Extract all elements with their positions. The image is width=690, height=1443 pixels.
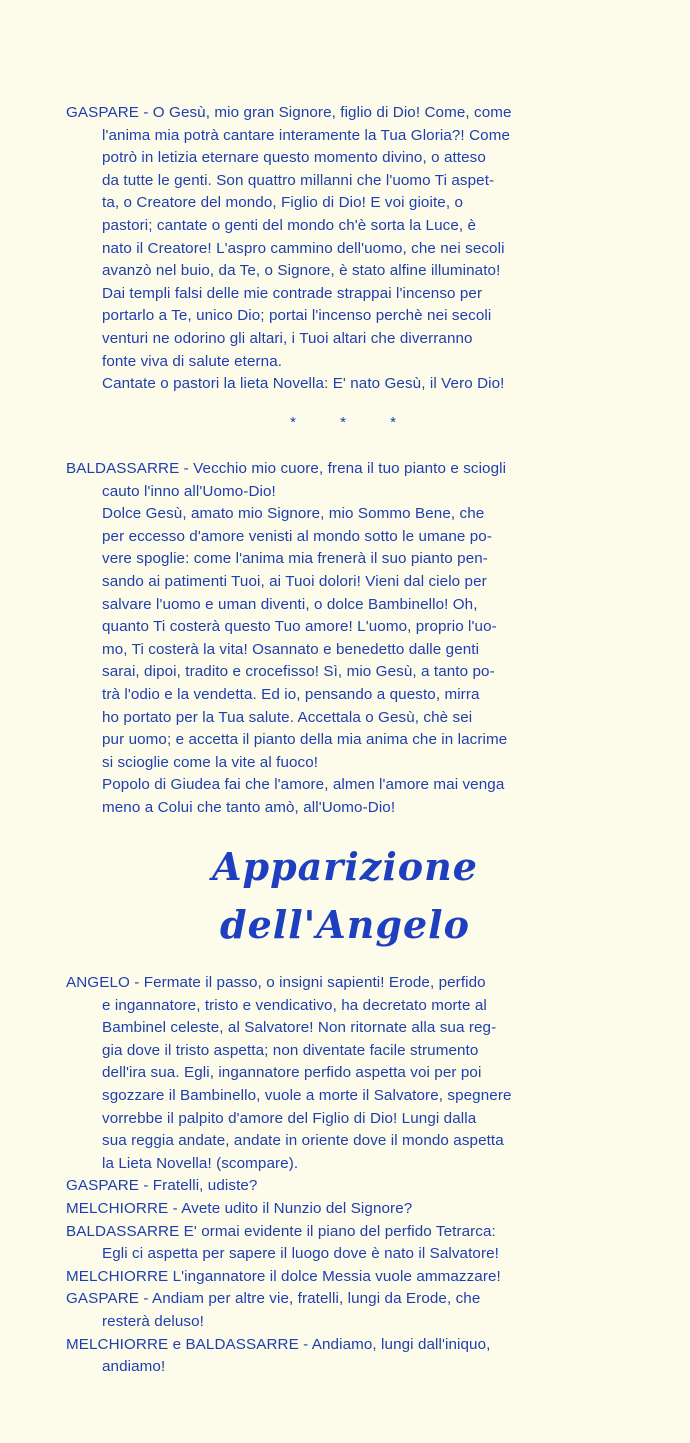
speech-line: salvare l'uomo e uman diventi, o dolce Bambinello! Oh, bbox=[102, 595, 478, 613]
speech-line: cauto l'inno all'Uomo-Dio! bbox=[102, 482, 276, 500]
speech-line: GASPARE - Fratelli, udiste? bbox=[66, 1177, 258, 1195]
speech-line: ta, o Creatore del mondo, Figlio di Dio! E voi gioite, o bbox=[102, 194, 464, 212]
speech-line: potrò in letizia eternare questo momento divino, o atteso bbox=[102, 149, 486, 167]
speech-line: avanzò nel buio, da Te, o Signore, è stato alfine illuminato! bbox=[102, 262, 501, 280]
speech-line: GASPARE - Andiam per altre vie, fratelli, lungi da Erode, che bbox=[66, 1290, 481, 1308]
speech-line: BALDASSARRE - Vecchio mio cuore, frena il tuo pianto e sciogli bbox=[66, 460, 507, 477]
speech-line: venturi ne odorino gli altari, i Tuoi altari che diverranno bbox=[102, 329, 473, 347]
speech-line: pur uomo; e accetta il pianto della mia anima che in lacrime bbox=[102, 731, 508, 749]
speech-line: quanto Ti costerà questo Tuo amore! L'uomo, proprio l'uo- bbox=[102, 618, 497, 636]
speech-line: l'anima mia potrà cantare interamente la Tua Gloria?! Come bbox=[102, 126, 510, 144]
heading-dell-angelo: dell'Angelo bbox=[220, 902, 470, 947]
speech-line: Dolce Gesù, amato mio Signore, mio Sommo Bene, che bbox=[102, 505, 485, 523]
speech-line: nato il Creatore! L'aspro cammino dell'uomo, che nei secoli bbox=[102, 239, 505, 257]
speech-line: da tutte le genti. Son quattro millanni che l'uomo Ti aspet- bbox=[102, 171, 495, 189]
speech-line: meno a Colui che tanto amò, all'Uomo-Dio! bbox=[102, 798, 396, 816]
speech-line: sarai, dipoi, tradito e crocefisso! Sì, mio Gesù, a tanto po- bbox=[102, 663, 495, 681]
speech-line: Cantate o pastori la lieta Novella: E' nato Gesù, il Vero Dio! bbox=[102, 375, 505, 393]
speech-line: e ingannatore, tristo e vendicativo, ha decretato morte al bbox=[102, 996, 487, 1014]
speech-line: Bambinel celeste, al Salvatore! Non ritornate alla sua reg- bbox=[102, 1019, 497, 1037]
speech-line: mo, Ti costerà la vita! Osannato e benedetto dalle genti bbox=[102, 640, 480, 658]
speech-line: si scioglie come la vite al fuoco! bbox=[102, 753, 319, 771]
speech-line: fonte viva di salute eterna. bbox=[102, 352, 283, 370]
speech-line: sando ai patimenti Tuoi, ai Tuoi dolori! Vieni dal cielo per bbox=[102, 572, 487, 590]
section-separator: * * * bbox=[290, 414, 416, 431]
speech-line: per eccesso d'amore venisti al mondo sotto le umane po- bbox=[102, 527, 492, 545]
speech-line: Dai templi falsi delle mie contrade strappai l'incenso per bbox=[102, 284, 483, 302]
speech-line: MELCHIORRE L'ingannatore il dolce Messia vuole ammazzare! bbox=[66, 1267, 501, 1285]
speech-line: sgozzare il Bambinello, vuole a morte il Salvatore, spegnere bbox=[102, 1086, 512, 1104]
speech-line: dell'ira sua. Egli, ingannatore perfido aspetta voi per poi bbox=[102, 1064, 482, 1082]
speech-line: vorrebbe il palpito d'amore del Figlio di Dio! Lungi dalla bbox=[102, 1109, 477, 1127]
gaspare-speech bbox=[66, 102, 606, 396]
speech-line: resterà deluso! bbox=[102, 1312, 204, 1330]
speech-line: ANGELO - Fermate il passo, o insigni sapienti! Erode, perfido bbox=[66, 974, 486, 991]
speech-line: MELCHIORRE e BALDASSARRE - Andiamo, lungi dall'iniquo, bbox=[66, 1335, 491, 1353]
speech-line: vere spoglie: come l'anima mia frenerà il suo pianto pen- bbox=[102, 550, 488, 568]
speech-line: MELCHIORRE - Avete udito il Nunzio del Signore? bbox=[66, 1199, 413, 1217]
speech-line: ho portato per la Tua salute. Accettala o Gesù, chè sei bbox=[102, 708, 473, 726]
speech-line: trà l'odio e la vendetta. Ed io, pensando a questo, mirra bbox=[102, 685, 480, 703]
speech-line: portarlo a Te, unico Dio; portai l'incenso perchè nei secoli bbox=[102, 307, 492, 325]
angelo-dialogue bbox=[66, 972, 606, 1379]
speech-line: Popolo di Giudea fai che l'amore, almen l'amore mai venga bbox=[102, 776, 505, 794]
speech-line: GASPARE - O Gesù, mio gran Signore, figlio di Dio! Come, come bbox=[66, 104, 512, 121]
speech-line: sua reggia andate, andate in oriente dove il mondo aspetta bbox=[102, 1132, 504, 1150]
speech-line: BALDASSARRE E' ormai evidente il piano del perfido Tetrarca: bbox=[66, 1222, 496, 1240]
speech-line: pastori; cantate o genti del mondo ch'è sorta la Luce, è bbox=[102, 216, 477, 234]
heading-apparizione: Apparizione bbox=[212, 844, 478, 889]
speech-line: la Lieta Novella! (scompare). bbox=[102, 1154, 299, 1172]
speech-line: gia dove il tristo aspetta; non diventate facile strumento bbox=[102, 1041, 479, 1059]
speech-line: Egli ci aspetta per sapere il luogo dove è nato il Salvatore! bbox=[102, 1245, 499, 1263]
speech-line: andiamo! bbox=[102, 1358, 166, 1376]
baldassarre-speech bbox=[66, 458, 606, 820]
